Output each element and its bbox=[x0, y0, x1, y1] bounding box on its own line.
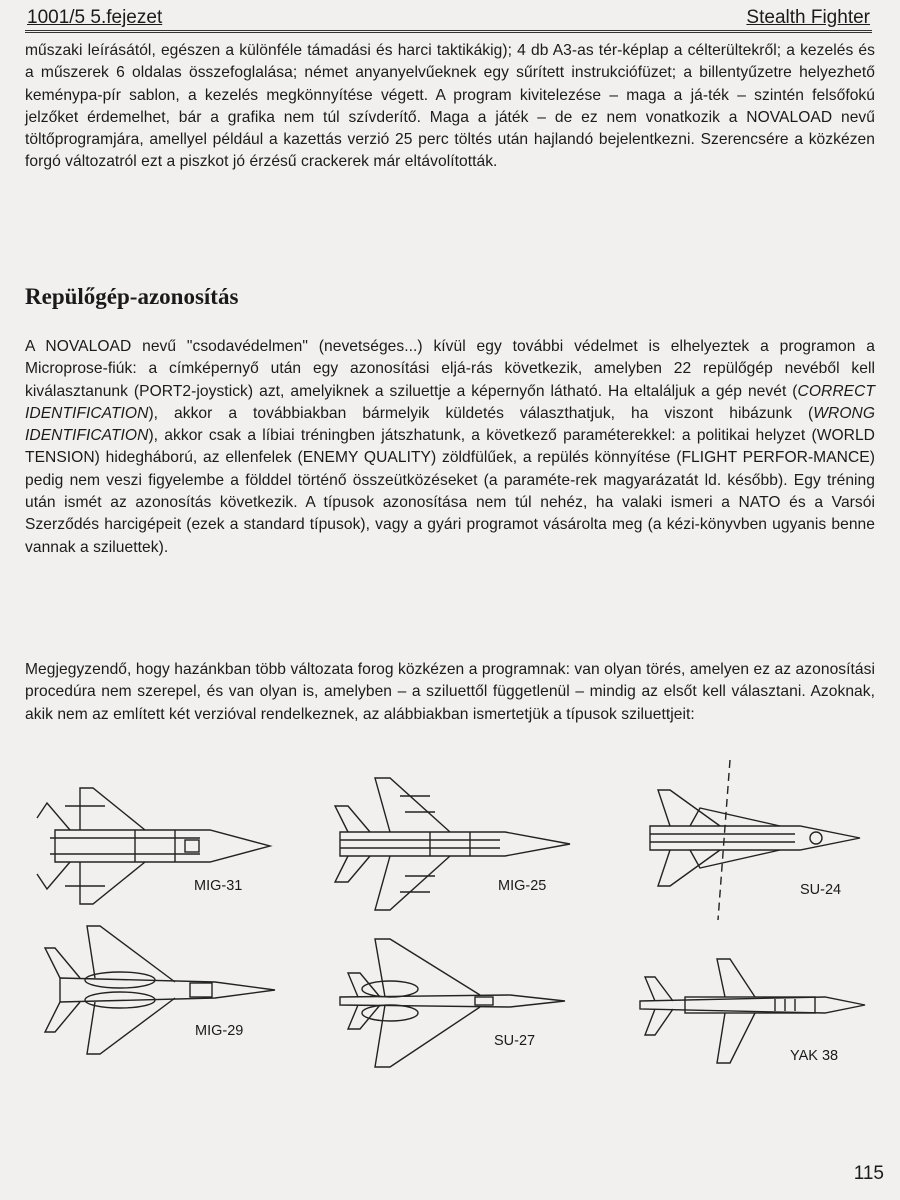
running-header bbox=[25, 4, 872, 33]
aircraft-label: YAK 38 bbox=[790, 1048, 839, 1064]
aircraft-silhouette-gallery bbox=[0, 760, 900, 1070]
mig-29-silhouette bbox=[25, 920, 285, 1070]
aircraft-label: SU-27 bbox=[494, 1033, 536, 1049]
paragraph-identification bbox=[25, 336, 875, 559]
paragraph-intro: műszaki leírásától, egészen a különféle támadási és harci taktikákig); 4 db A3-as tér-képlap a célterültekről; a kezelés és a műszerek 6 oldalas összefoglalása; német anyanyelvűeknek egy sűrített instrukciófüzet; a billentyűzetre helyezhető keménypa-pír sablon, a kezelés megkönnyítése végett. A program kivitelezése – maga a já-ték – szintén felsőfokú jelzőket érdemelhet, bár a grafika nem túl szívderítő. Maga a játék – de ez nem vonatkozik a NOVALOAD nevű töltőprogramjára, amellyel például a kazettás verzió 25 perc töltés után hajlandó bejelentkezni. Szerencsére a közkézen forgó változatról ezt a piszkot jó érzésű crackerek már eltávolították. bbox=[25, 42, 875, 171]
text-run: ), akkor a továbbiakban bármelyik küldetés választhatjuk, ha viszont hibázunk ( bbox=[148, 404, 814, 422]
aircraft-label: MIG-31 bbox=[194, 878, 243, 894]
header-chapter: 1001/5 5.fejezet bbox=[27, 7, 163, 28]
page-number: 115 bbox=[853, 1163, 884, 1184]
aircraft-label: MIG-29 bbox=[195, 1023, 244, 1039]
text-run: A NOVALOAD nevű "csodavédelmen" (nevetséges...) kívül egy további védelmet is elhelyeztek a programon a Microprose-fiúk: a címképernyő után egy azonosítási eljá-rás következik, amelyben 22 repülőgép nevéből kell kiválasztanunk (PORT2-joystick) azt, amelyiknek a sziluettje a képernyőn látható. Ha eltaláljuk a gép nevét ( bbox=[25, 338, 875, 400]
section-heading: Repülőgép-azonosítás bbox=[25, 284, 239, 309]
italic-term: CORRECT IDENTIFICATION bbox=[25, 382, 875, 422]
aircraft-label: SU-24 bbox=[800, 882, 842, 898]
paragraph-note: Megjegyzendő, hogy hazánkban több változata forog közkézen a programnak: van olyan törés, amelyen ez az azonosítási procedúra nem szerepel, és van olyan is, amelyben – a sziluettől függetlenül – mindig az elsőt kell választani. Azoknak, akik nem az említett két verzióval rendelkeznek, az alábbiakban ismertetjük a típusok sziluettjeit: bbox=[25, 661, 875, 723]
header-title: Stealth Fighter bbox=[746, 7, 870, 28]
text-run: ), akkor csak a líbiai tréningben játszhatunk, a következő paraméterekkel: a politikai helyzet (WORLD TENSION) hidegháború, az ellenfelek (ENEMY QUALITY) zöldfülűek, a repülés könnyítése (FLIGHT PERFOR-MANCE) pedig nem veszi figyelembe a földdel történő összeütközéseket (a paraméte-rek magyarázatát ld. később). Egy tréning után ismét az azonosítás következik. A típusok azonosítása nem túl nehéz, ha valaki ismeri a NATO és a Varsói Szerződés harcigépeit (ezek a standard típusok), vagy a gyári programot vásárolta meg (a kézi-könyvben ugyanis benne vannak a sziluettek). bbox=[25, 427, 875, 556]
su-27-silhouette bbox=[330, 935, 570, 1075]
italic-term: WRONG IDENTIFICATION bbox=[25, 404, 875, 445]
aircraft-label: MIG-25 bbox=[498, 878, 547, 894]
